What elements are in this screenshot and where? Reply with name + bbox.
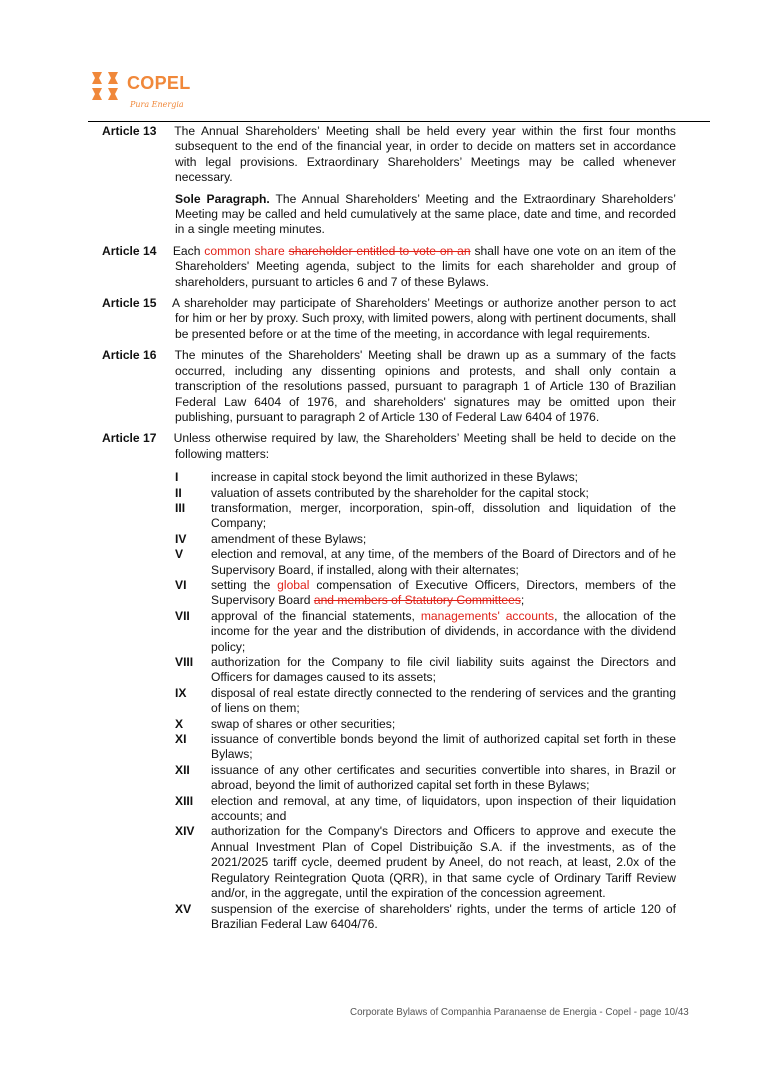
article-text-post: shall have one vote on an item of the Shareholders' Meeting agenda, subject to the limits for each shareholder and group of shareholders, pursuant to articles 6 and 7 of these Bylaws. [175, 243, 676, 289]
article-label: Article 17 [102, 431, 157, 446]
page-footer: Corporate Bylaws of Companhia Paranaense de Energia - Copel - page 10/43 [350, 1007, 689, 1018]
list-item: XV suspension of the exercise of shareholders' rights, under the terms of article 120 of Brazilian Federal Law 6404/76. [175, 901, 676, 931]
article-15 [102, 296, 676, 342]
article-text: The Annual Shareholders’ Meeting shall be held every year within the first four months subsequent to the end of the financial year, in order to decide on matters set in accordance with legal provisions. Extraordinary Shareholders’ Meetings may be called whenever necessary. [174, 124, 676, 185]
inserted-text: global [277, 577, 310, 592]
inserted-text: managements' accounts [420, 608, 555, 623]
article-text-pre: Each [172, 243, 201, 258]
list-item: XIV authorization for the Company's Directors and Officers to approve and execute the Annual Investment Plan of Copel Distribuição S.A. if the investments, as of the 2021/2025 tariff cycle, deemed prudent by Aneel, do not reach, at least, 2.0x of the Regulatory Reintegration Quota (QRR), in that same cycle of Ordinary Tariff Review and/or, in the aggregate, until the expiration of the concession agreement. [175, 824, 676, 901]
list-item: XIII election and removal, at any time, of liquidators, upon inspection of their liquidation accounts; and [175, 793, 676, 824]
list-item: IX disposal of real estate directly connected to the rendering of services and the granting of liens on them; [175, 685, 676, 716]
sole-paragraph-text: The Annual Shareholders’ Meeting and the Extraordinary Shareholders’ Meeting may be called and held cumulatively at the same place, date and time, and recorded in a single meeting minutes. [175, 191, 676, 237]
article-17 [102, 431, 676, 462]
article-13 [102, 124, 676, 186]
list-item: VIII authorization for the Company to file civil liability suits against the Directors and Officers for damages caused to its assets; [175, 655, 676, 685]
list-item: III transformation, merger, incorporation, spin-off, dissolution and liquidation of the Company; [175, 500, 676, 531]
header-divider [88, 121, 710, 122]
logo-tagline: Pura Energia [130, 100, 184, 109]
list-item: XII issuance of any other certificates and securities convertible into shares, in Brazil or abroad, beyond the limit of authorized capital set forth in these Bylaws; [175, 762, 676, 793]
article-text: A shareholder may participate of Shareholders’ Meetings or authorize another person to act for him or her by proxy. Such proxy, with limited powers, along with pertinent documents, shall be presented before or at the time of the meeting, in accordance with legal requirements. [172, 296, 676, 341]
inserted-text: common share [204, 243, 285, 258]
list-item: I increase in capital stock beyond the limit authorized in these Bylaws; [175, 470, 579, 485]
company-logo [90, 70, 200, 110]
sole-paragraph-title: Sole Paragraph. [175, 191, 270, 206]
article-label: Article 13 [102, 124, 157, 138]
sole-paragraph [102, 192, 676, 238]
list-item: II valuation of assets contributed by the shareholder for the capital stock; [175, 485, 589, 500]
article-label: Article 16 [102, 348, 157, 363]
article-label: Article 15 [102, 296, 157, 311]
article-label: Article 14 [102, 243, 157, 258]
article-text: Unless otherwise required by law, the Shareholders’ Meeting shall be held to decide on the following matters: [173, 431, 676, 461]
matters-list [102, 470, 676, 932]
list-item: XI issuance of convertible bonds beyond the limit of authorized capital set forth in these Bylaws; [175, 732, 676, 762]
list-item: V election and removal, at any time, of the members of the Board of Directors and of he Supervisory Board, if installed, along with their alternates; [175, 547, 676, 577]
logo-wordmark: COPEL [127, 73, 191, 93]
article-16 [102, 348, 676, 425]
article-14 [102, 244, 676, 290]
article-text: The minutes of the Shareholders' Meeting shall be drawn up as a summary of the facts occurred, including any dissenting opinions and protests, and shall only contain a transcription of the resolutions passed, pursuant to paragraph 1 of Article 130 of Brazilian Federal Law 6404 of 1976, and shareholders' signatures may be omitted upon their publishing, pursuant to paragraph 2 of Article 130 of Federal Law 6404 of 1976. [174, 348, 676, 424]
list-item: VI setting the global compensation of Executive Officers, Directors, members of the Supervisory Board and members of Statutory Committees; [175, 577, 676, 608]
deleted-text: shareholder entitled to vote on an [288, 243, 471, 258]
list-item: IV amendment of these Bylaws; [175, 531, 367, 546]
deleted-text: and members of Statutory Committees [313, 593, 521, 608]
list-item: VII approval of the financial statements, managements' accounts, the allocation of the income for the year and the distribution of dividends, in accordance with the dividend policy; [175, 608, 676, 654]
list-item: X swap of shares or other securities; [175, 716, 396, 731]
document-body [102, 124, 676, 932]
copel-logo-icon [90, 70, 122, 104]
